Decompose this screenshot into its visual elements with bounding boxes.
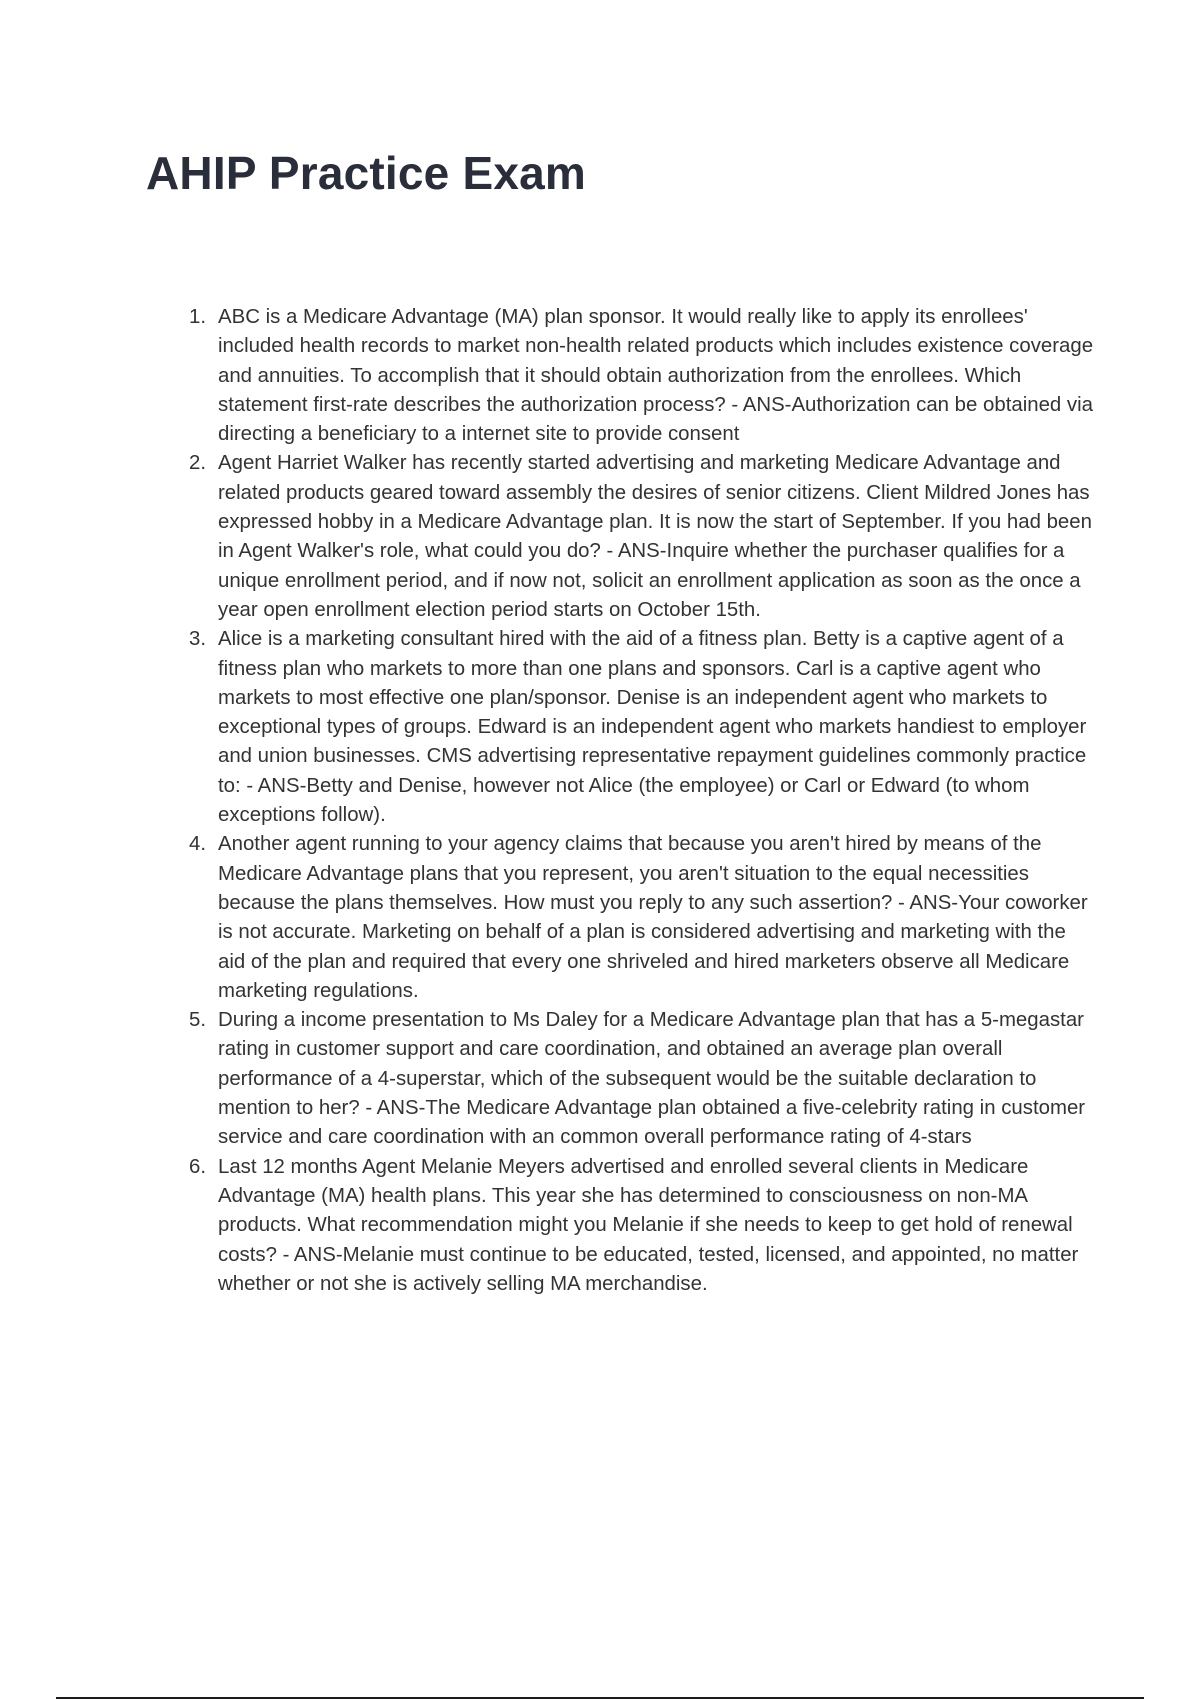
footer-divider (56, 1697, 1144, 1699)
list-item (178, 303, 1098, 449)
question-number: 5. (188, 1009, 206, 1032)
question-text: ABC is a Medicare Advantage (MA) plan sponsor. It would really like to apply its enrollees' included health records to market non-health related products which includes existence coverage and annuities. To accomplish that it should obtain authorization from the enrollees. Which statement first-rate describes the authorization process? - ANS-Authorization can be obtained via directing a beneficiary to a internet site to provide consent (218, 306, 1094, 446)
question-text: Alice is a marketing consultant hired with the aid of a fitness plan. Betty is a captive agent of a fitness plan who markets to more than one plans and sponsors. Carl is a captive agent who markets to most effective one plan/sponsor. Denise is an independent agent who markets to exceptional types of groups. Edward is an independent agent who markets handiest to employer and union businesses. CMS advertising representative repayment guidelines commonly practice to: - ANS-Betty and Denise, however not Alice (the employee) or Carl or Edward (to whom exceptions follow). (218, 628, 1087, 827)
question-number: 3. (188, 628, 206, 651)
list-item (178, 625, 1098, 830)
question-list (178, 303, 1098, 1299)
question-number: 4. (188, 833, 206, 856)
question-number: 6. (188, 1155, 206, 1178)
list-item (178, 1153, 1098, 1299)
question-text: Last 12 months Agent Melanie Meyers advertised and enrolled several clients in Medicare Advantage (MA) health plans. This year she has determined to consciousness on non-MA products. What recommendation might you Melanie if she needs to keep to get hold of renewal costs? - ANS-Melanie must continue to be educated, tested, licensed, and appointed, no matter whether or not she is actively selling MA merchandise. (218, 1155, 1079, 1295)
list-item (178, 449, 1098, 625)
question-text: During a income presentation to Ms Daley for a Medicare Advantage plan that has a 5-megastar rating in customer support and care coordination, and obtained an average plan overall performance of a 4-superstar, which of the subsequent would be the suitable declaration to mention to her? - ANS-The Medicare Advantage plan obtained a five-celebrity rating in customer service and care coordination with an common overall performance rating of 4-stars (218, 1009, 1086, 1149)
question-number: 2. (188, 452, 206, 475)
question-text: Agent Harriet Walker has recently started advertising and marketing Medicare Advantage and related products geared toward assembly the desires of senior citizens. Client Mildred Jones has expressed hobby in a Medicare Advantage plan. It is now the start of September. If you had been in Agent Walker's role, what could you do? - ANS-Inquire whether the purchaser qualifies for a unique enrollment period, and if now not, solicit an enrollment application as soon as the once a year open enrollment election period starts on October 15th. (218, 452, 1092, 621)
question-text: Another agent running to your agency claims that because you aren't hired by means of the Medicare Advantage plans that you represent, you aren't situation to the equal necessities because the plans themselves. How must you reply to any such assertion? - ANS-Your coworker is not accurate. Marketing on behalf of a plan is considered advertising and marketing with the aid of the plan and required that every one shriveled and hired marketers observe all Medicare marketing regulations. (218, 833, 1088, 1002)
question-number: 1. (188, 306, 206, 328)
list-item (178, 830, 1098, 1006)
page-title: AHIP Practice Exam (146, 147, 586, 199)
list-item (178, 1006, 1098, 1152)
